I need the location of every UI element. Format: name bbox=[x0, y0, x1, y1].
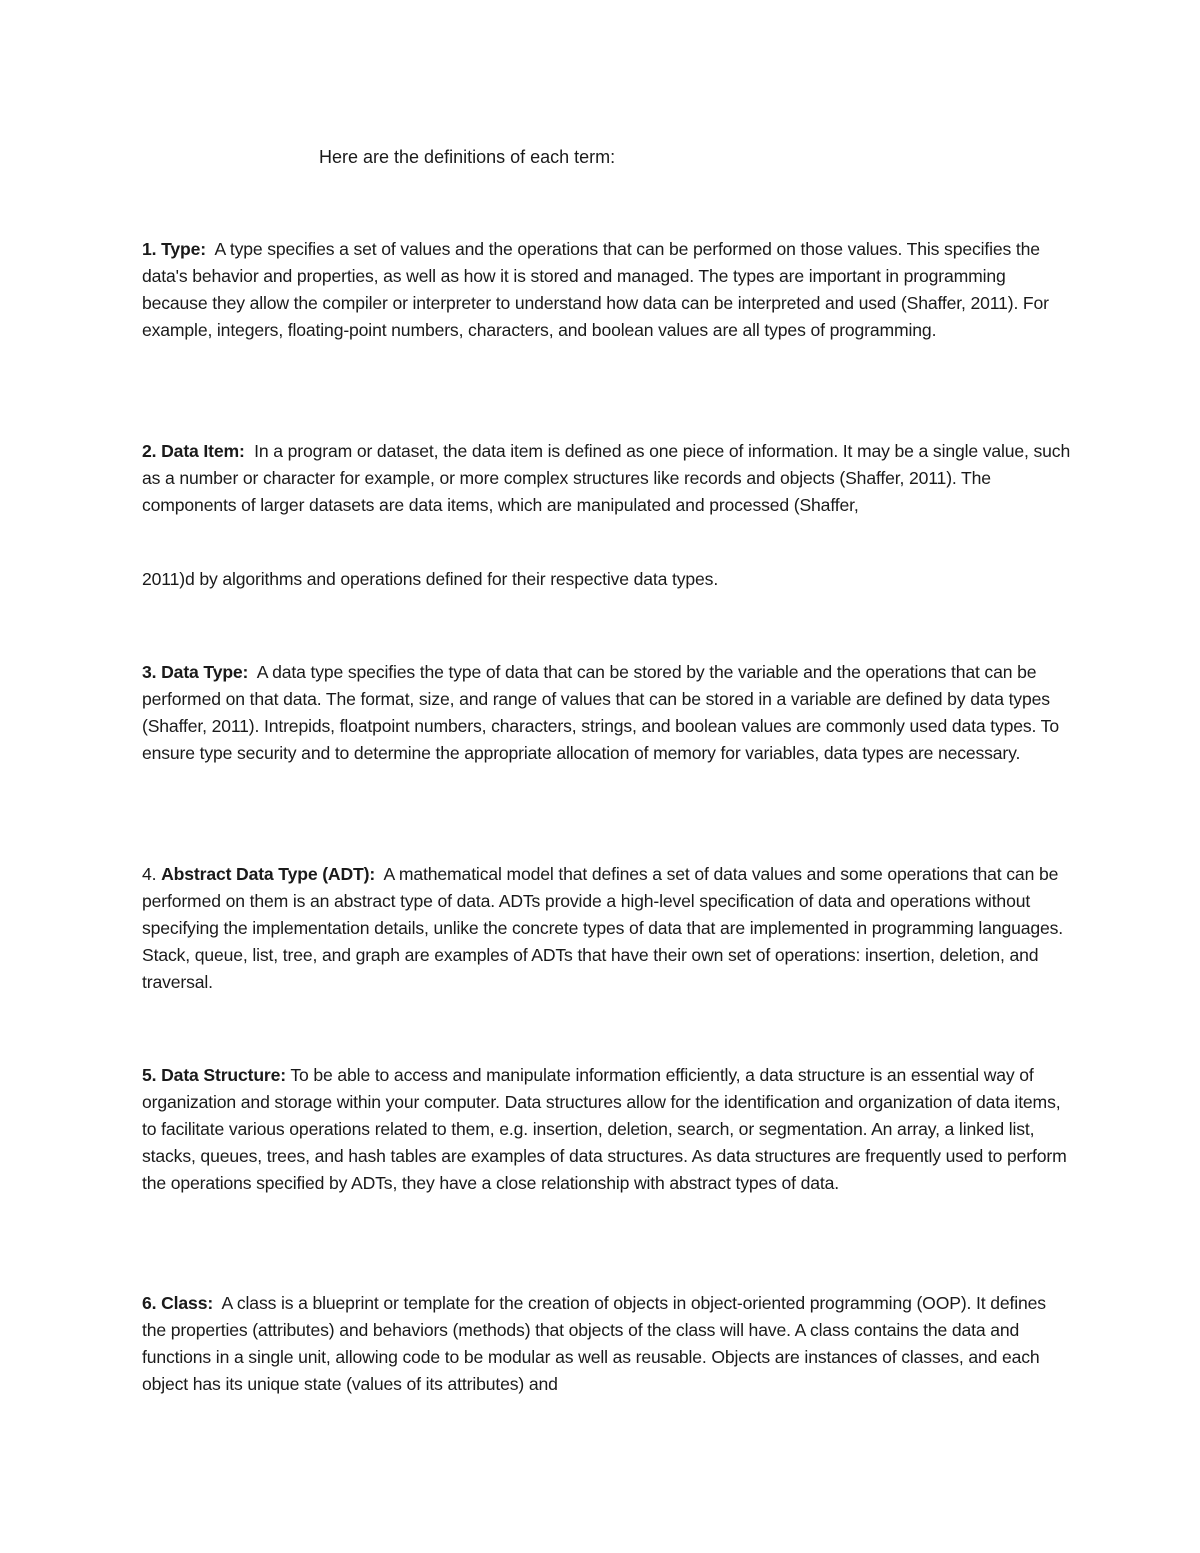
definition-text: A type specifies a set of values and the operations that can be performed on those values. This specifies the data's behavior and properties, as well as how it is stored and managed. The types are important in programming because they allow the compiler or interpreter to understand how data can be interpreted and used (Shaffer, 2011). For example, integers, floating-point numbers, characters, and boolean values are all types of programming. bbox=[142, 239, 1054, 340]
term-number: 3. bbox=[142, 662, 157, 682]
term-label: Type: bbox=[161, 239, 206, 259]
term-number: 4. bbox=[142, 864, 157, 884]
definition-text: A class is a blueprint or template for the creation of objects in object-oriented programming (OOP). It defines the properties (attributes) and behaviors (methods) that objects of the class will have. A class contains the data and functions in a single unit, allowing code to be modular as well as reusable. Objects are instances of classes, and each object has its unique state (values of its attributes) and bbox=[142, 1293, 1051, 1394]
term-label: Data Item: bbox=[161, 441, 245, 461]
definition-text: A data type specifies the type of data that can be stored by the variable and the operations that can be performed on that data. The format, size, and range of values that can be stored in a variable are defined by data types (Shaffer, 2011). Intrepids, floatpoint numbers, characters, strings, and boolean values are commonly used data types. To ensure type security and to determine the appropriate allocation of memory for variables, data types are necessary. bbox=[142, 662, 1064, 763]
term-label: Class: bbox=[161, 1293, 214, 1313]
intro-heading: Here are the definitions of each term: bbox=[319, 147, 616, 167]
definition-abstract-data-type bbox=[142, 861, 1072, 996]
term-label: Abstract Data Type (ADT): bbox=[161, 864, 376, 884]
definition-class bbox=[142, 1290, 1072, 1398]
definition-type bbox=[142, 236, 1072, 344]
definition-text: A mathematical model that defines a set of data values and some operations that can be performed on them is an abstract type of data. ADTs provide a high-level specification of data and operations without specifying the implementation details, unlike the concrete types of data that are implemented in programming languages. Stack, queue, list, tree, and graph are examples of ADTs that have their own set of operations: insertion, deletion, and traversal. bbox=[142, 864, 1068, 992]
term-number: 6. bbox=[142, 1293, 157, 1313]
definition-text: To be able to access and manipulate information efficiently, a data structure is an essential way of organization and storage within your computer. Data structures allow for the identification and organization of data items, to facilitate various operations related to them, e.g. insertion, deletion, search, or segmentation. An array, a linked list, stacks, queues, trees, and hash tables are examples of data structures. As data structures are frequently used to perform the operations specified by ADTs, they have a close relationship with abstract types of data. bbox=[142, 1065, 1072, 1193]
definition-data-item-continuation: 2011)d by algorithms and operations defined for their respective data types. bbox=[142, 569, 719, 589]
term-label: Data Structure: bbox=[161, 1065, 286, 1085]
definition-data-type bbox=[142, 659, 1072, 767]
definition-text: In a program or dataset, the data item is defined as one piece of information. It may be a single value, such as a number or character for example, or more complex structures like records and objects (Shaffer, 2011). The components of larger datasets are data items, which are manipulated and processed (Shaffer, bbox=[142, 441, 1075, 515]
definition-data-structure bbox=[142, 1062, 1072, 1197]
term-number: 2. bbox=[142, 441, 157, 461]
definition-data-item bbox=[142, 438, 1075, 519]
term-label: Data Type: bbox=[161, 662, 249, 682]
term-number: 1. bbox=[142, 239, 157, 259]
term-number: 5. bbox=[142, 1065, 157, 1085]
